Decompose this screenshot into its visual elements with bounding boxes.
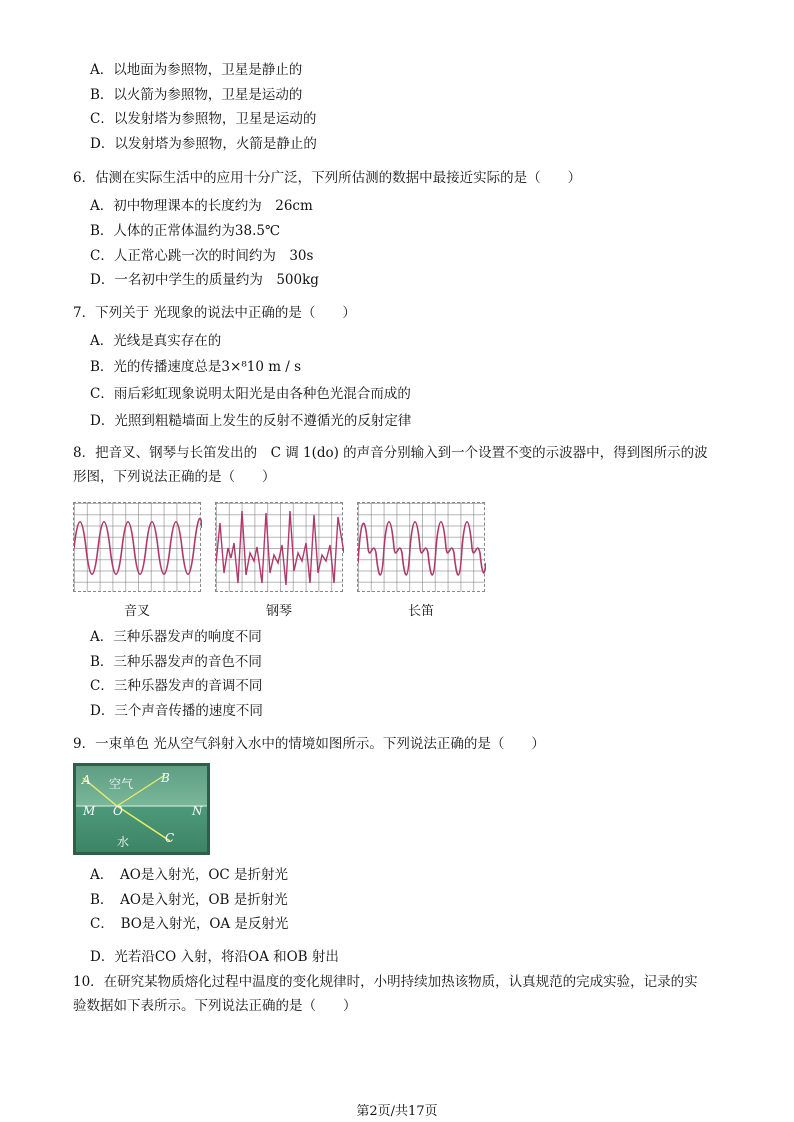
q7-option-d: D．光照到粗糙墙面上发生的反射不遵循光的反射定律 (90, 413, 412, 429)
label-c: C (165, 831, 175, 845)
q9-stem: 9．一束单色 光从空气斜射入水中的情境如图所示。下列说法正确的是（ ） (73, 736, 545, 752)
q5-option-a: A．以地面为参照物，卫星是静止的 (90, 62, 303, 78)
waveform-piano (215, 502, 343, 592)
q8-stem-line2: 形图，下列说法正确的是（ ） (73, 469, 276, 485)
label-water: 水 (117, 835, 130, 849)
page-footer: 第2页/共17页 (356, 1104, 438, 1119)
q9-option-b: B． AO是入射光，OB 是折射光 (90, 892, 288, 908)
q8-option-b: B．三种乐器发声的音色不同 (90, 654, 262, 670)
q7-option-c: C．雨后彩虹现象说明太阳光是由各种色光混合而成的 (90, 386, 411, 402)
refraction-tank-figure (73, 763, 210, 855)
q9-option-d: D．光若沿CO 入射，将沿OA 和OB 射出 (90, 949, 339, 965)
caption-flute: 长笛 (407, 604, 434, 619)
q6-option-a: A．初中物理课本的长度约为 26cm (90, 198, 313, 214)
q10-stem-line2: 验数据如下表所示。下列说法正确的是（ ） (73, 998, 357, 1014)
waveform-flute (357, 502, 485, 592)
q5-option-d: D．以发射塔为参照物，火箭是静止的 (90, 136, 317, 152)
label-o: O (113, 804, 123, 818)
caption-tuning-fork: 音叉 (123, 604, 150, 619)
q9-option-a: A． AO是入射光，OC 是折射光 (90, 867, 289, 883)
q8-option-a: A．三种乐器发声的响度不同 (90, 629, 262, 645)
waveform-tuning-fork (73, 502, 201, 592)
piano-wave (216, 503, 344, 593)
label-a: A (82, 773, 91, 787)
q7-option-b: B．光的传播速度总是3×⁸10 m / s (90, 359, 302, 375)
q6-option-d: D．一名初中学生的质量约为 500kg (90, 272, 319, 288)
q7-stem: 7．下列关于 光现象的说法中正确的是（ ） (73, 305, 356, 321)
tuning-fork-wave (74, 503, 202, 593)
q5-option-c: C．以发射塔为参照物，卫星是运动的 (90, 111, 317, 127)
label-n: N (192, 804, 203, 818)
flute-wave (358, 503, 486, 593)
q5-option-b: B．以火箭为参照物，卫星是运动的 (90, 87, 303, 103)
q8-stem-line1: 8．把音叉、钢琴与长笛发出的 C 调 1(do) 的声音分别输入到一个设置不变的示波器中，得到图所示的波 (73, 445, 708, 461)
q6-option-c: C．人正常心跳一次的时间约为 30s (90, 248, 314, 264)
q6-option-b: B．人体的正常体温约为38.5℃ (90, 223, 281, 239)
label-air: 空气 (109, 777, 134, 791)
q8-option-d: D．三个声音传播的速度不同 (90, 703, 263, 719)
q6-stem: 6．估测在实际生活中的应用十分广泛，下列所估测的数据中最接近实际的是（ ） (73, 170, 582, 186)
caption-piano: 钢琴 (265, 604, 292, 619)
label-m: M (83, 804, 96, 818)
q8-option-c: C．三种乐器发声的音调不同 (90, 678, 263, 694)
label-b: B (161, 771, 170, 785)
q7-option-a: A．光线是真实存在的 (90, 333, 222, 349)
q9-option-c: C． BO是入射光，OA 是反射光 (90, 916, 289, 932)
q10-stem-line1: 10．在研究某物质熔化过程中温度的变化规律时，小明持续加热该物质，认真规范的完成实验，记录的实 (73, 974, 698, 990)
